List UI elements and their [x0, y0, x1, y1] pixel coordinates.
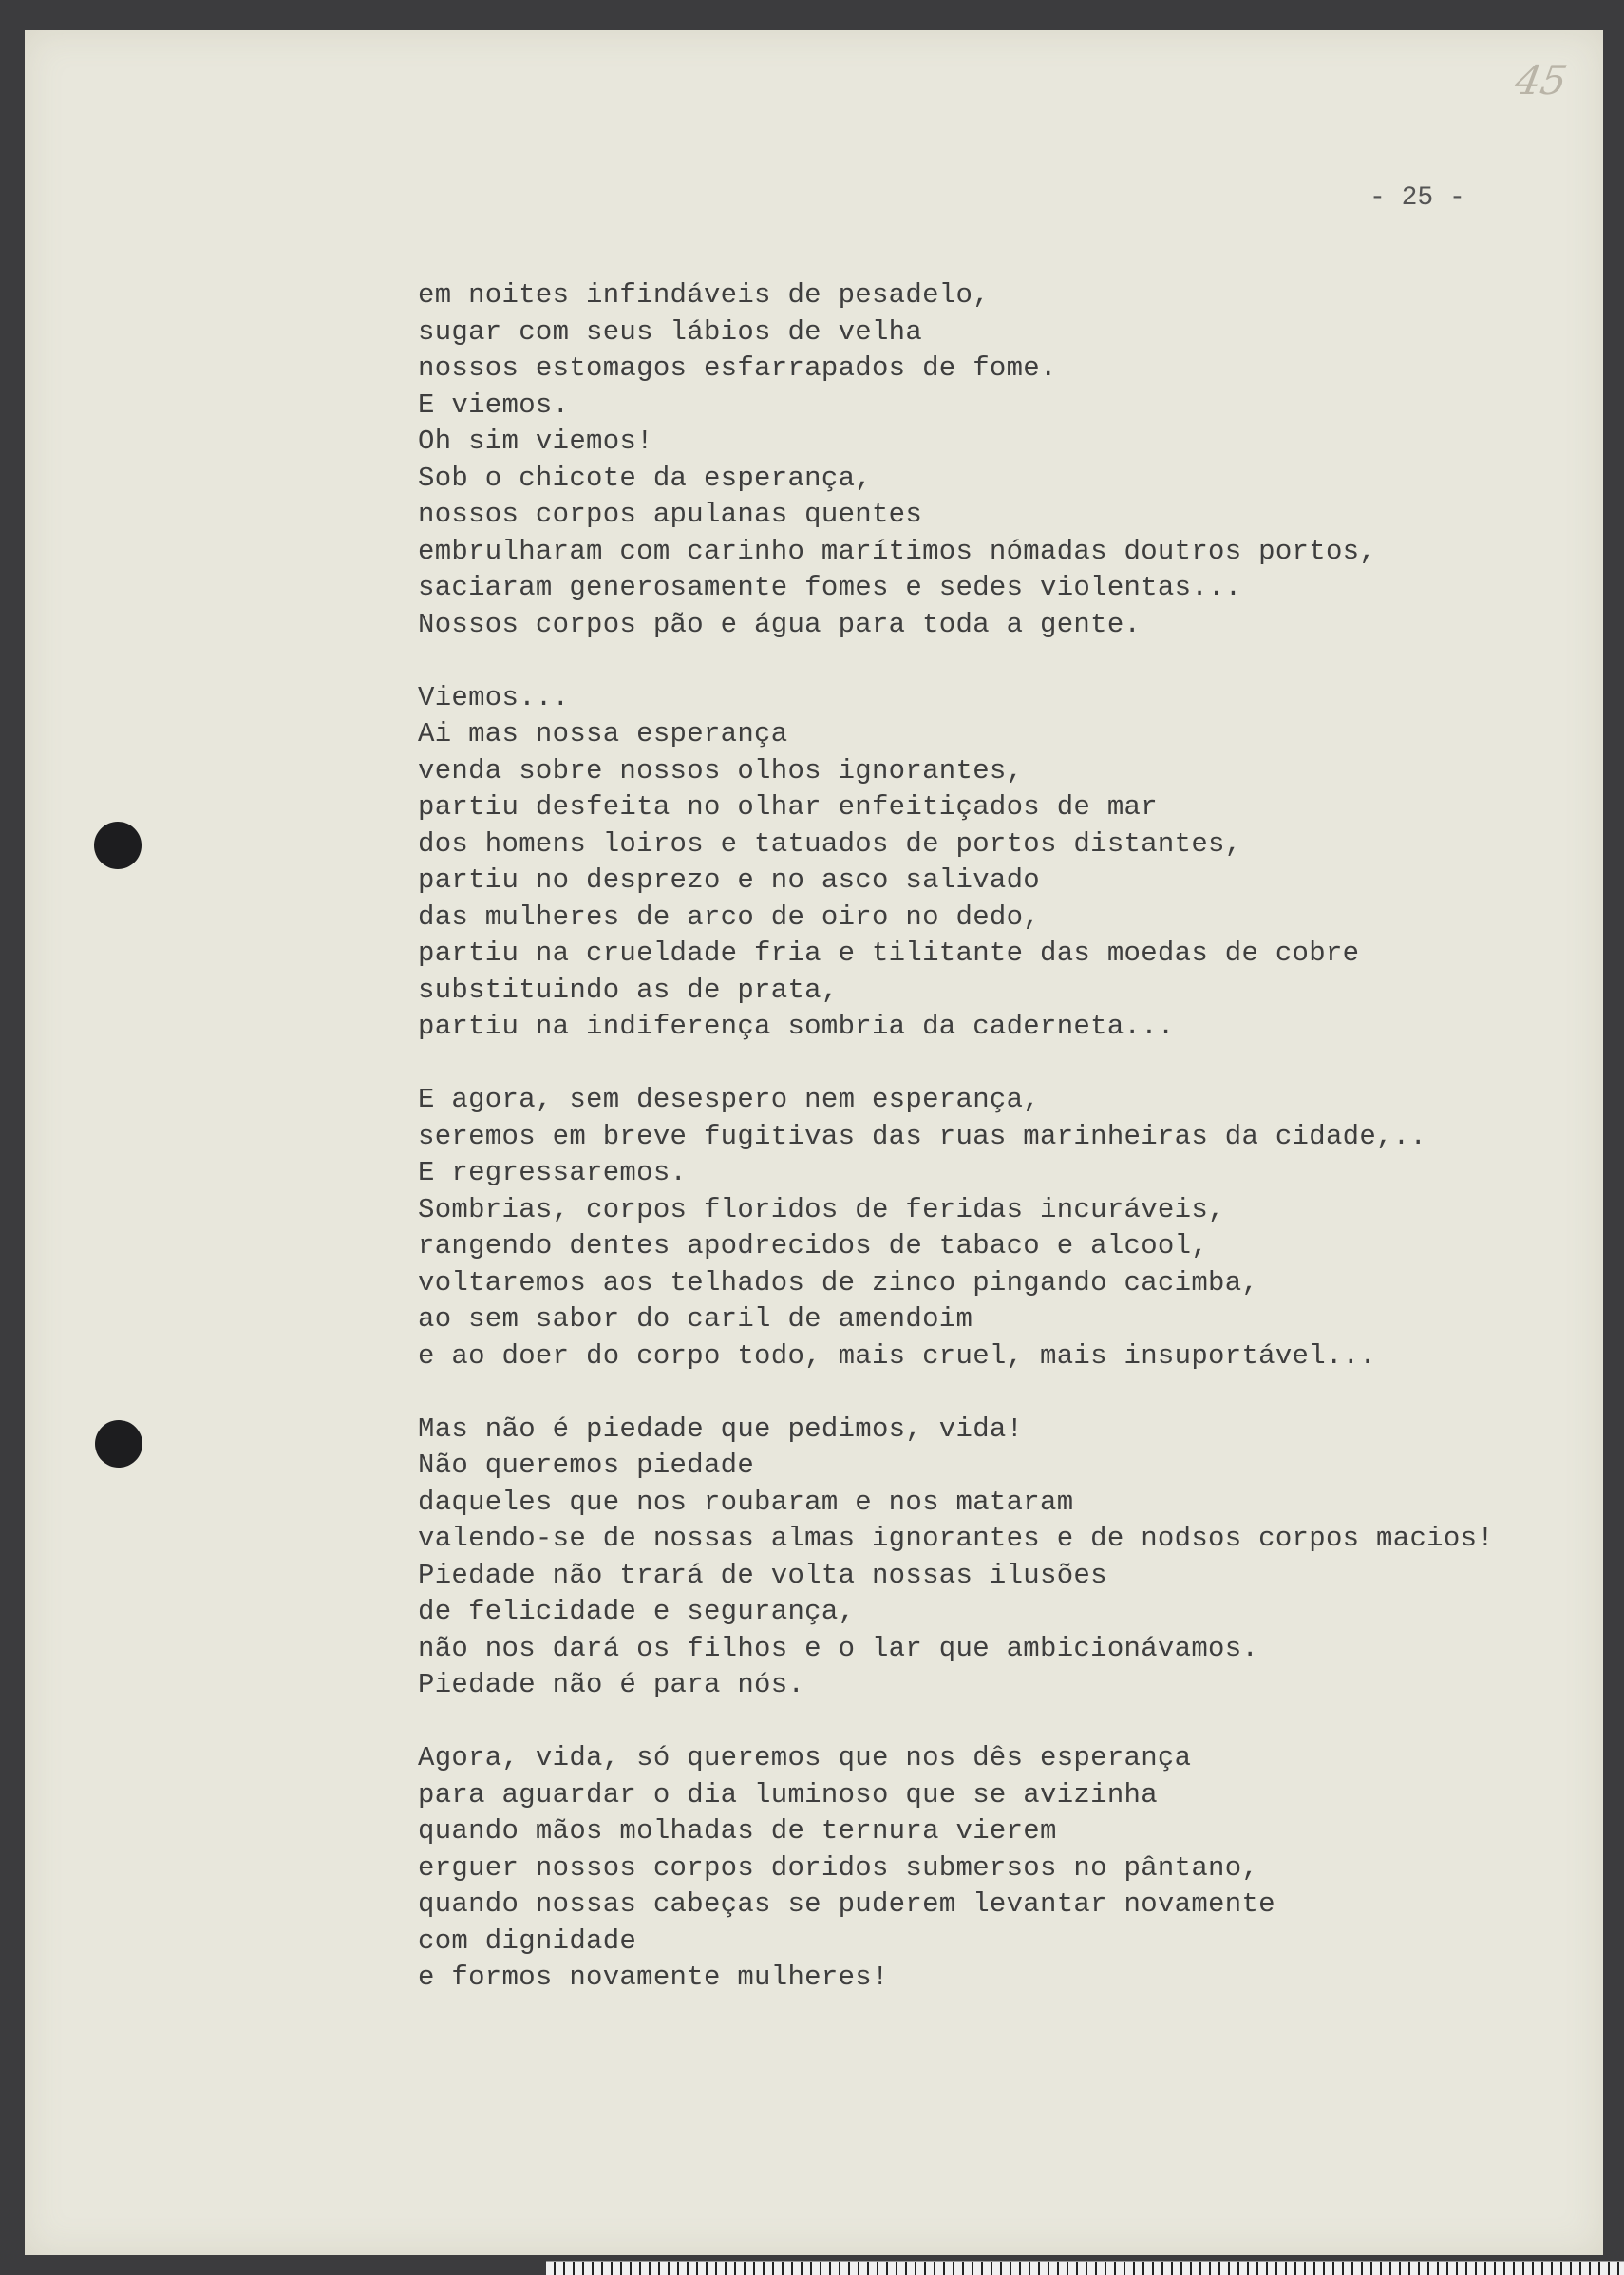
stanza-3: [418, 1082, 1586, 1374]
poem-line: não nos dará os filhos e o lar que ambicionávamos.: [418, 1632, 1259, 1664]
punch-hole-top: [94, 822, 142, 869]
poem-line: partiu no desprezo e no asco salivado: [418, 864, 1041, 896]
stanza-4: [418, 1412, 1586, 1704]
poem-line: seremos em breve fugitivas das ruas marinheiras da cidade,..: [418, 1120, 1427, 1152]
poem-line: partiu na crueldade fria e tilitante das moedas de cobre: [418, 938, 1360, 969]
poem-line: partiu na indiferença sombria da caderneta...: [418, 1011, 1175, 1042]
stanza-5: [418, 1740, 1586, 1997]
poem-line: saciaram generosamente fomes e sedes violentas...: [418, 572, 1242, 603]
poem-line: quando nossas cabeças se puderem levantar novamente: [418, 1888, 1275, 1920]
poem-line: E regressaremos.: [418, 1157, 688, 1188]
poem-line: para aguardar o dia luminoso que se avizinha: [418, 1778, 1158, 1811]
poem-line: Viemos...: [418, 681, 570, 713]
poem-line: Oh sim viemos!: [418, 426, 653, 457]
poem-body: [418, 277, 1586, 2033]
poem-line: sugar com seus lábios de velha: [418, 315, 923, 348]
poem-line: partiu desfeita no olhar enfeitiçados de mar: [418, 791, 1158, 823]
poem-line: rangendo dentes apodrecidos de tabaco e alcool,: [418, 1230, 1209, 1261]
poem-line: substituindo as de prata,: [418, 974, 839, 1006]
poem-line: nossos corpos apulanas quentes: [418, 499, 923, 530]
punch-hole-bottom: [95, 1420, 142, 1468]
poem-line: erguer nossos corpos doridos submersos no pântano,: [418, 1851, 1259, 1884]
poem-line: E viemos.: [418, 389, 570, 421]
poem-line: dos homens loiros e tatuados de portos distantes,: [418, 827, 1242, 860]
handwritten-archive-number: 45: [1511, 57, 1571, 104]
poem-line: Ai mas nossa esperança: [418, 718, 788, 749]
stanza-2: [418, 680, 1586, 1046]
poem-line: nossos estomagos esfarrapados de fome.: [418, 352, 1057, 384]
poem-line: Mas não é piedade que pedimos, vida!: [418, 1412, 1024, 1445]
poem-line: em noites infindáveis de pesadelo,: [418, 279, 990, 311]
poem-line: Piedade não é para nós.: [418, 1669, 805, 1700]
poem-line: Não queremos piedade: [418, 1450, 755, 1481]
poem-line: E agora, sem desespero nem esperança,: [418, 1084, 1041, 1115]
scale-ruler: [546, 2261, 1624, 2275]
poem-line: quando mãos molhadas de ternura vierem: [418, 1815, 1057, 1847]
poem-line: e ao doer do corpo todo, mais cruel, mais insuportável...: [418, 1339, 1377, 1372]
poem-line: de felicidade e segurança,: [418, 1596, 856, 1627]
page-number: - 25 -: [1369, 183, 1465, 213]
poem-line: Agora, vida, só queremos que nos dês esperança: [418, 1742, 1192, 1773]
poem-line: Nossos corpos pão e água para toda a gente.: [418, 608, 1142, 640]
poem-line: venda sobre nossos olhos ignorantes,: [418, 754, 1024, 787]
poem-line: valendo-se de nossas almas ignorantes e de nodsos corpos macios!: [418, 1523, 1494, 1554]
poem-line: Piedade não trará de volta nossas ilusões: [418, 1559, 1107, 1591]
poem-line: ao sem sabor do caril de amendoim: [418, 1303, 973, 1335]
stanza-1: [418, 277, 1586, 643]
poem-line: das mulheres de arco de oiro no dedo,: [418, 901, 1041, 933]
poem-line: daqueles que nos roubaram e nos mataram: [418, 1486, 1074, 1518]
poem-line: e formos novamente mulheres!: [418, 1962, 889, 1993]
poem-line: Sob o chicote da esperança,: [418, 462, 872, 494]
poem-line: Sombrias, corpos floridos de feridas incuráveis,: [418, 1193, 1225, 1225]
poem-line: voltaremos aos telhados de zinco pingando cacimba,: [418, 1266, 1259, 1299]
poem-line: embrulharam com carinho marítimos nómadas doutros portos,: [418, 535, 1377, 567]
poem-line: com dignidade: [418, 1924, 637, 1957]
